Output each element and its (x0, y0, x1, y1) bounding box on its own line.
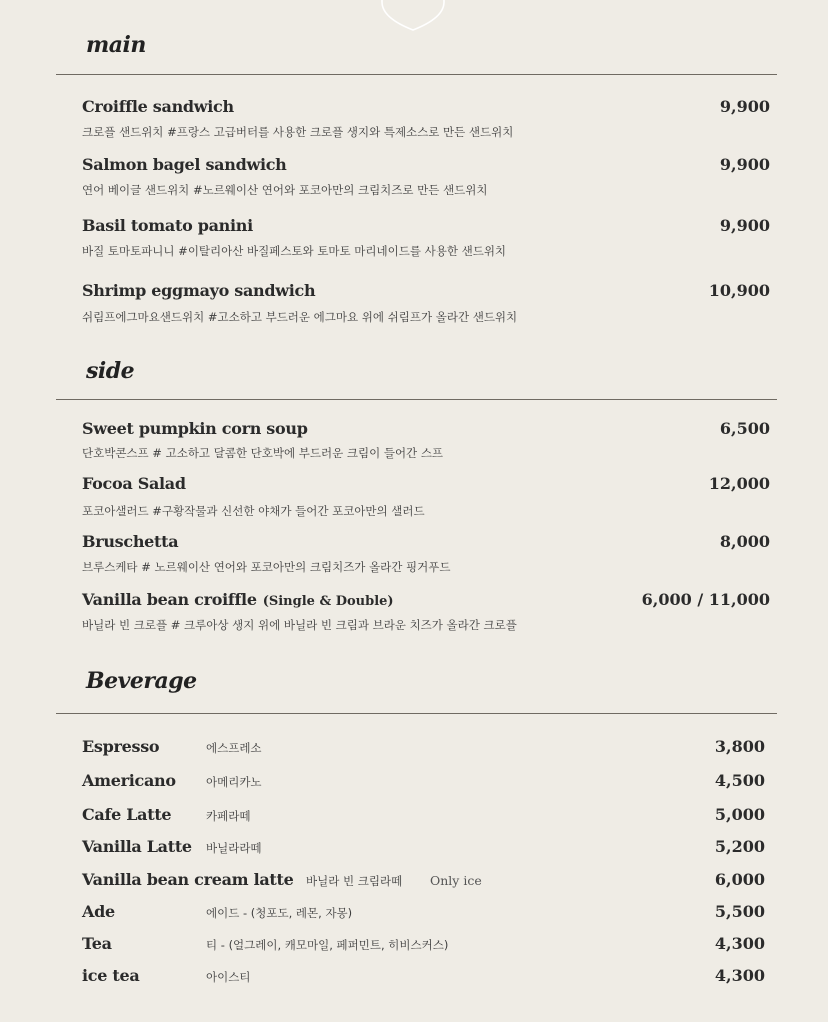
menu-item (82, 474, 770, 518)
beverage-name: Espresso (82, 737, 160, 756)
item-name: Basil tomato panini (82, 216, 253, 235)
item-price: 9,900 (719, 155, 770, 174)
beverage-name: Tea (82, 934, 112, 953)
item-price: 8,000 (719, 532, 770, 551)
item-description: 쉬림프에그마요샌드위치 #고소하고 부드러운 에그마요 위에 쉬림프가 올라간 샌드위치 (82, 310, 518, 324)
item-price: 6,000 / 11,000 (641, 590, 770, 609)
item-name (82, 590, 394, 609)
beverage-price: 5,200 (714, 837, 765, 856)
beverage-item (82, 771, 765, 793)
menu-item (82, 419, 770, 460)
beverage-price: 3,800 (714, 737, 765, 756)
beverage-item (82, 737, 765, 759)
beverage-korean-name: 바닐라 빈 크림라떼 (306, 874, 403, 888)
beverage-korean-name: 에이드 - (청포도, 레몬, 자몽) (206, 906, 353, 920)
beverage-name: Ade (82, 902, 115, 921)
menu-item (82, 97, 770, 139)
menu-item (82, 155, 770, 197)
section-title-main: main (86, 32, 146, 58)
beverage-price: 4,300 (714, 966, 765, 985)
section-title-side: side (86, 358, 135, 384)
item-name: Bruschetta (82, 532, 179, 551)
menu-item (82, 281, 770, 324)
item-price: 6,500 (719, 419, 770, 438)
item-name-suffix: (Single & Double) (262, 594, 394, 609)
item-name: Sweet pumpkin corn soup (82, 419, 308, 438)
item-description: 바닐라 빈 크로플 # 크루아상 생지 위에 바닐라 빈 크림과 브라운 치즈가 올라간 크로플 (82, 618, 517, 632)
item-price: 9,900 (719, 216, 770, 235)
section-divider-beverage (56, 713, 777, 714)
item-price: 10,900 (708, 281, 770, 300)
item-name-text: Vanilla bean croiffle (82, 590, 257, 609)
item-description: 단호박콘스프 # 고소하고 달콤한 단호박에 부드러운 크림이 들어간 스프 (82, 446, 444, 460)
beverage-item (82, 870, 765, 892)
beverage-price: 5,500 (714, 902, 765, 921)
item-price: 9,900 (719, 97, 770, 116)
beverage-korean-name: 카페라떼 (206, 809, 251, 823)
beverage-item (82, 934, 765, 956)
beverage-korean-name: 에스프레소 (206, 741, 262, 755)
menu-item (82, 532, 770, 574)
beverage-name: ice tea (82, 966, 140, 985)
beverage-korean-name: 아이스티 (206, 970, 251, 984)
beverage-korean-name: 아메리카노 (206, 775, 262, 789)
beverage-item (82, 902, 765, 924)
item-description: 바질 토마토파니니 #이탈리아산 바질페스토와 토마토 마리네이드를 사용한 샌드위치 (82, 244, 507, 258)
beverage-korean-name: 티 - (얼그레이, 캐모마일, 페퍼민트, 히비스커스) (206, 938, 449, 952)
beverage-item (82, 837, 765, 859)
beverage-price: 5,000 (714, 805, 765, 824)
menu-item (82, 590, 770, 632)
item-name: Salmon bagel sandwich (82, 155, 287, 174)
item-description: 연어 베이글 샌드위치 #노르웨이산 연어와 포코아만의 크림치즈로 만든 샌드위치 (82, 183, 488, 197)
beverage-price: 6,000 (714, 870, 765, 889)
item-description: 크로플 샌드위치 #프랑스 고급버터를 사용한 크로플 생지와 특제소스로 만든 샌드위치 (82, 125, 514, 139)
beverage-note: Only ice (430, 873, 482, 888)
item-price: 12,000 (708, 474, 770, 493)
beverage-name: Vanilla Latte (82, 837, 192, 856)
beverage-name: Cafe Latte (82, 805, 172, 824)
menu-item (82, 216, 770, 258)
item-description: 브루스케타 # 노르웨이산 연어와 포코아만의 크림치즈가 올라간 핑거푸드 (82, 560, 451, 574)
beverage-price: 4,300 (714, 934, 765, 953)
beverage-name: Vanilla bean cream latte (82, 870, 294, 889)
beverage-korean-name: 바닐라라떼 (206, 841, 262, 855)
beverage-price: 4,500 (714, 771, 765, 790)
section-divider-main (56, 74, 777, 75)
item-name: Croiffle sandwich (82, 97, 234, 116)
item-name: Focoa Salad (82, 474, 186, 493)
item-name: Shrimp eggmayo sandwich (82, 281, 316, 300)
beverage-item (82, 805, 765, 827)
item-description: 포코아샐러드 #구황작물과 신선한 야채가 들어간 포코아만의 샐러드 (82, 504, 425, 518)
section-divider-side (56, 399, 777, 400)
beverage-item (82, 966, 765, 988)
section-title-beverage: Beverage (86, 668, 197, 694)
crest-outline-icon (380, 0, 446, 32)
beverage-name: Americano (82, 771, 176, 790)
